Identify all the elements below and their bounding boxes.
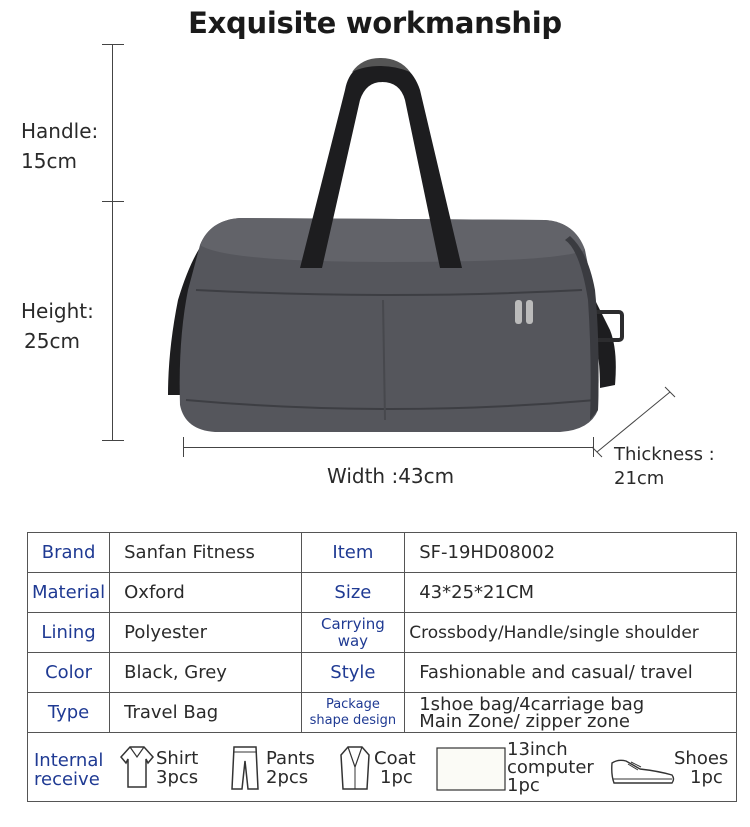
item-qty: 2pcs <box>266 767 309 788</box>
item-qty: 1pc <box>507 775 540 796</box>
item-name: Shirt <box>156 748 199 769</box>
spec-label-color: Color <box>28 653 110 693</box>
spec-label-line: Carrying <box>320 614 385 633</box>
table-row <box>28 693 737 733</box>
table-row <box>28 573 737 613</box>
spec-table <box>27 532 737 733</box>
coat-item <box>374 749 416 787</box>
table-row <box>28 613 737 653</box>
shoe-icon <box>610 755 676 787</box>
spec-label-type: Type <box>28 693 110 733</box>
internal-receive-label <box>34 751 103 789</box>
item-qty: 1pc <box>380 767 413 788</box>
height-value: 25cm <box>24 329 80 353</box>
internal-receive-row <box>27 732 737 802</box>
spec-label-package <box>301 693 405 733</box>
shirt-item <box>156 749 198 787</box>
handle-label: Handle: <box>21 119 99 143</box>
pants-item <box>266 749 315 787</box>
pants-icon <box>230 745 260 791</box>
item-qty: 3pcs <box>156 767 199 788</box>
thickness-label: Thickness : <box>614 444 715 465</box>
page-title: Exquisite workmanship <box>188 6 562 40</box>
zipper-pull <box>515 300 522 324</box>
spec-value-material: Oxford <box>110 573 301 613</box>
spec-value-size: 43*25*21CM <box>405 573 737 613</box>
handle-value: 15cm <box>21 149 77 173</box>
item-name: Coat <box>374 748 416 769</box>
label-line: receive <box>34 769 100 790</box>
spec-label-material: Material <box>28 573 110 613</box>
spec-label-style: Style <box>301 653 405 693</box>
table-row <box>28 653 737 693</box>
laptop-item <box>507 741 594 795</box>
label-line: Internal <box>34 750 104 771</box>
spec-value-type: Travel Bag <box>110 693 301 733</box>
spec-value-color: Black, Grey <box>110 653 301 693</box>
shirt-icon <box>120 745 154 789</box>
table-row <box>28 533 737 573</box>
thickness-value: 21cm <box>614 468 665 489</box>
item-qty: 1pc <box>690 767 723 788</box>
spec-value-carrying-way: Crossbody/Handle/single shoulder <box>405 613 737 653</box>
spec-value-style: Fashionable and casual/ travel <box>405 653 737 693</box>
item-name: Shoes <box>674 748 729 769</box>
item-name: 13inch <box>507 739 568 760</box>
spec-value-lining: Polyester <box>110 613 301 653</box>
spec-label-lining: Lining <box>28 613 110 653</box>
laptop-icon <box>436 747 506 791</box>
spec-value-package <box>405 693 737 733</box>
width-label: Width :43cm <box>327 464 455 488</box>
spec-value-line: Main Zone/ zipper zone <box>419 710 630 732</box>
spec-label-brand: Brand <box>28 533 110 573</box>
spec-label-line: shape design <box>309 712 397 728</box>
spec-label-item: Item <box>301 533 405 573</box>
height-label: Height: <box>21 299 94 323</box>
spec-value-item: SF-19HD08002 <box>405 533 737 573</box>
spec-label-line: Package <box>325 696 380 712</box>
spec-label-line: way <box>337 631 369 650</box>
item-name: computer <box>507 757 594 778</box>
shoes-item <box>674 749 728 787</box>
spec-label-size: Size <box>301 573 405 613</box>
coat-icon <box>340 745 370 791</box>
spec-value-line: 1shoe bag/4carriage bag <box>419 693 645 715</box>
spec-label-carrying-way <box>301 613 405 653</box>
zipper-pull <box>526 300 533 324</box>
spec-value-brand: Sanfan Fitness <box>110 533 301 573</box>
item-name: Pants <box>266 748 315 769</box>
